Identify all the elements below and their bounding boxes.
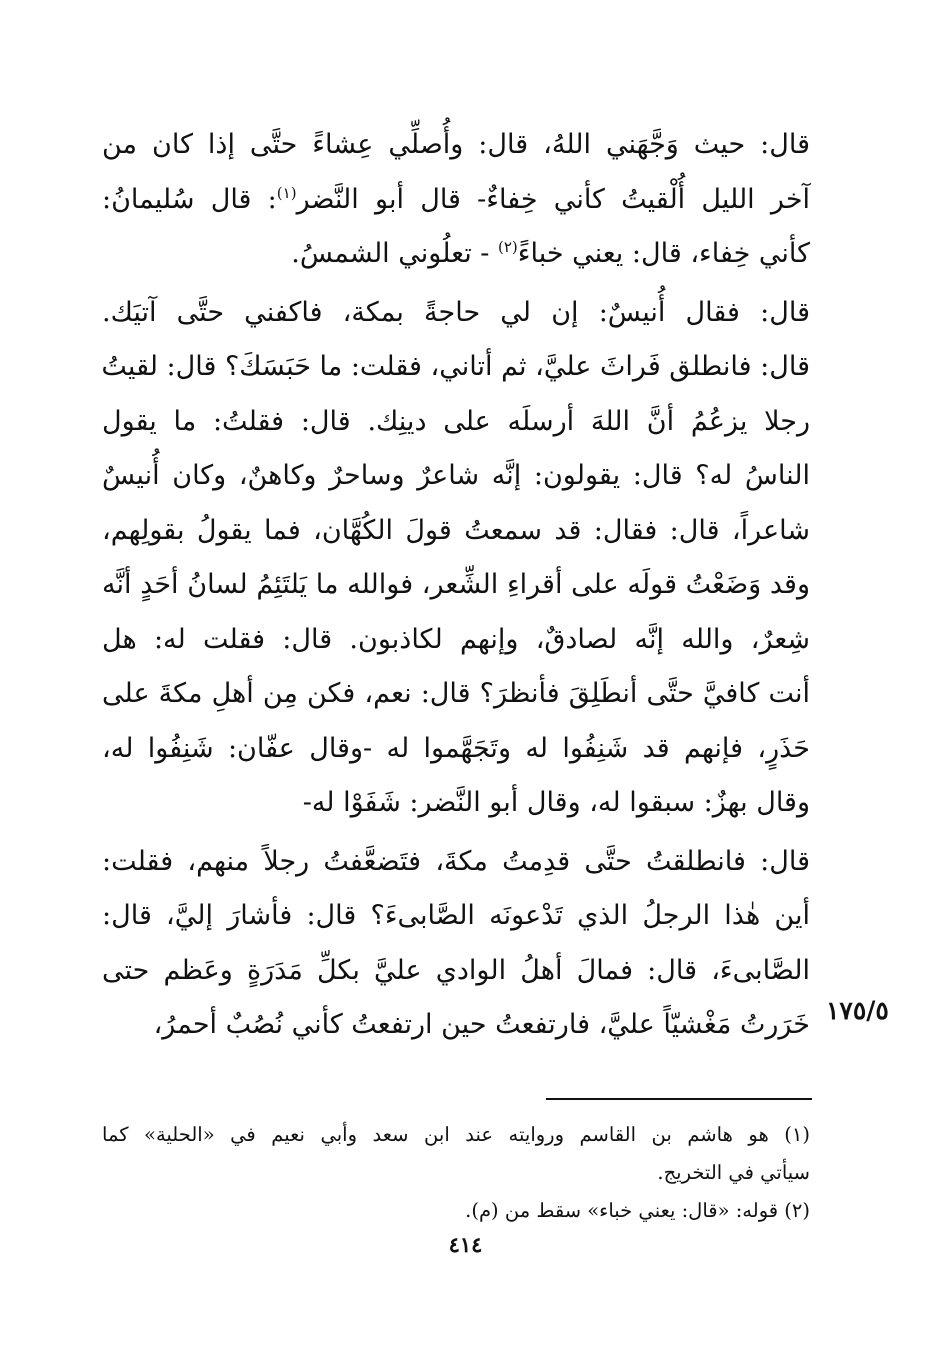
paragraph	[102, 118, 810, 282]
page-number: ٤١٤	[448, 1232, 483, 1257]
text-line: وقد وَضَعْتُ قولَه على أقراءِ الشِّعر، فوالله ما يَلتَئِمُ لسانُ أحَدٍ أنَّه	[102, 569, 810, 600]
text-segment: كأني خِفاء، قال: يعني خباءً	[517, 238, 810, 269]
footnote-1-line-2: سيأتي في التخريج.	[657, 1161, 810, 1184]
text-segment: - تعلُوني الشمسُ.	[291, 238, 498, 269]
text-segment: : قال سُليمانُ:	[102, 183, 277, 215]
text-line: وقال بهزٌ: سبقوا له، وقال أبو النَّضر: شَفَوْا له-	[302, 787, 810, 818]
text-line: قال: حيث وَجَّهَني اللهُ، قال: وأُصلِّي عِشاءً حتَّى إذا كان من	[102, 129, 810, 160]
text-line: رجلا يزعُمُ أنَّ اللهَ أرسلَه على دينِك. قال: فقلتُ: ما يقول	[102, 405, 810, 437]
text-line: شِعرٌ، والله إنَّه لصادقٌ، وإنهم لكاذبون. قال: فقلت له: هل	[102, 623, 810, 655]
text-line: شاعراً، قال: فقال: قد سمعتُ قولَ الكُهَّان، فما يقولُ بقولِهم،	[102, 514, 810, 546]
text-line: الصَّابىءَ، قال: فمالَ أهلُ الوادي عليَّ بكلِّ مَدَرَةٍ وعَظم حتى	[102, 954, 810, 986]
text-line: حَذَرٍ، فإنهم قد شَنِفُوا له وتَجَهَّموا له -وقال عفّان: شَنِفُوا له،	[102, 732, 810, 764]
footnote-2: (٢) قوله: «قال: يعني خباء» سقط من (م).	[465, 1199, 810, 1222]
text-line: الناسُ له؟ قال: يقولون: إنَّه شاعرٌ وساحرٌ وكاهنٌ، وكان أُنيسٌ	[102, 460, 810, 491]
paragraph	[102, 835, 810, 1053]
footnote-1-line-1: (١) هو هاشم بن القاسم وروايته عند ابن سعد وأبي نعيم في «الحلية» كما	[102, 1123, 810, 1146]
text-line: أنت كافيَّ حتَّى أنطَلِقَ فأنظرَ؟ قال: نعم، فكن مِن أهلِ مكةَ على	[102, 678, 810, 709]
text-line	[102, 227, 810, 282]
footnotes	[102, 1116, 810, 1230]
text-line: أين هٰذا الرجلُ الذي تَدْعونَه الصَّابىءَ؟ قال: فأشارَ إليَّ، قال:	[102, 900, 810, 931]
main-text	[102, 118, 810, 1053]
text-line	[102, 173, 810, 228]
text-line: قال: فانطلق فَراثَ عليَّ، ثم أتاني، فقلت: ما حَبَسَكَ؟ قال: لقيتُ	[101, 351, 810, 382]
footnote-marker: (٢)	[498, 238, 518, 256]
footnote-marker: (١)	[276, 183, 297, 202]
text-line: قال: فقال أُنيسٌ: إن لي حاجةً بمكة، فاكفني حتَّى آتيَك.	[102, 296, 810, 328]
text-line: خَرَرتُ مَغْشيّاً عليَّ، فارتفعتُ حين ارتفعتُ كأني نُصُبٌ أحمرُ،	[153, 1009, 810, 1040]
paragraph	[102, 286, 810, 831]
footnote-separator	[546, 1098, 812, 1100]
margin-reference: ١٧٥/٥	[826, 996, 889, 1025]
text-line: قال: فانطلقتُ حتَّى قدِمتُ مكةَ، فتَضعَّفتُ رجلاً منهم، فقلت:	[102, 845, 810, 877]
text-segment: آخر الليل أُلْقيتُ كأني خِفاءٌ- قال أبو النَّضر	[296, 183, 811, 215]
